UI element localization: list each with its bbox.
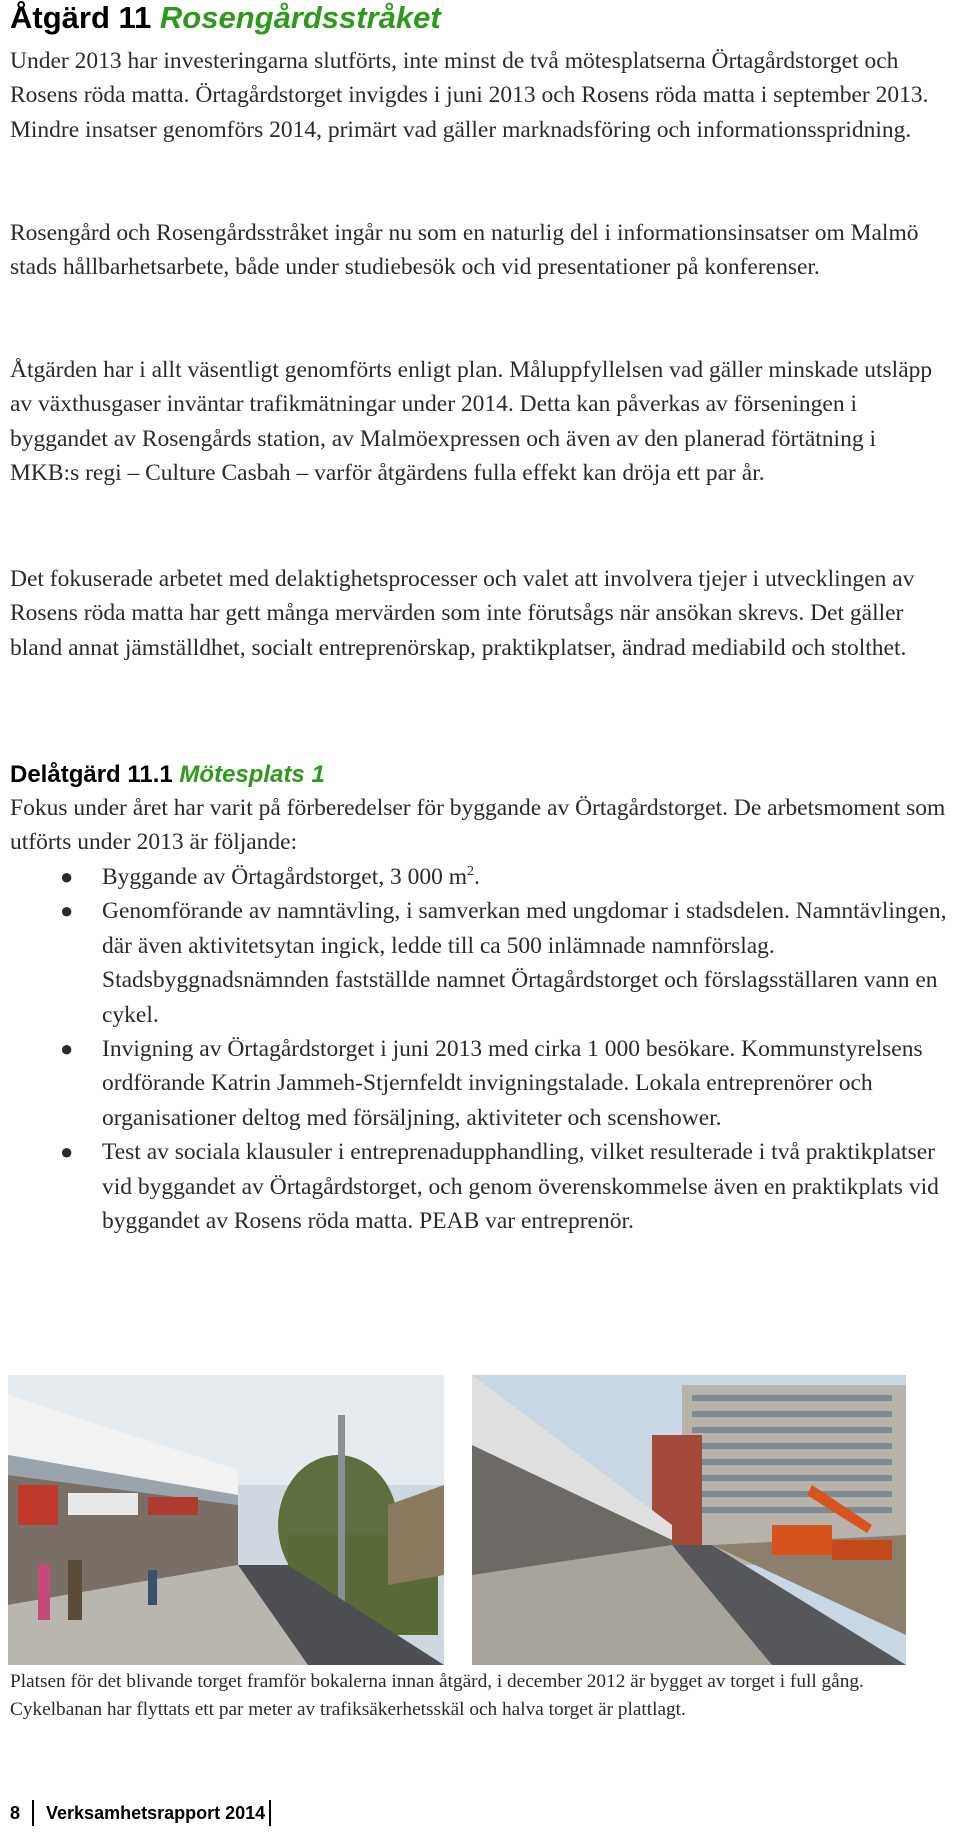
photo-caption: Platsen för det blivande torget framför bokalerna innan åtgärd, i december 2012 är bygget av torget i full gång. Cykelbanan har flyttats ett par meter av trafiksäkerhetsskäl och halva torget är plattlagt.: [10, 1671, 864, 1720]
superscript: 2: [467, 864, 475, 880]
subheading-highlight: Mötesplats 1: [179, 761, 325, 788]
bullet-icon: ●: [60, 1139, 74, 1165]
report-title: Verksamhetsrapport 2014: [46, 1802, 266, 1823]
heading-highlight: Rosengårdsstråket: [159, 0, 441, 35]
page-number: 8: [10, 1802, 21, 1823]
intro-paragraph: Fokus under året har varit på förberedelser för byggande av Örtagårdstorget. De arbetsmoment som utförts under 2013 är följande:: [10, 795, 946, 856]
paragraph-1: Under 2013 har investeringarna slutförts, inte minst de två mötesplatserna Örtagårdstorget och Rosens röda matta. Örtagårdstorget invigdes i juni 2013 och Rosens röda matta i september 2013. Mindre insatser genomförs 2014, primärt vad gäller marknadsföring och informationsspridning.: [10, 48, 929, 143]
page-heading: [10, 0, 441, 36]
paragraph-4: Det fokuserade arbetet med delaktighetsprocesser och valet att involvera tjejer i utvecklingen av Rosens röda matta har gett många mervärden som inte förutsågs när ansökan skrevs. Det gäller bland annat jämställdhet, socialt entreprenörskap, praktikplatser, ändrad mediabild och stolthet.: [10, 566, 915, 661]
photo-before: [8, 1375, 444, 1665]
subheading: [10, 761, 325, 789]
photo-construction: [472, 1375, 906, 1665]
bullet-icon: ●: [60, 864, 74, 889]
footer-divider: [269, 1800, 271, 1826]
footer-divider: [32, 1800, 34, 1826]
bullet-icon: ●: [60, 1036, 74, 1062]
paragraph-2: Rosengård och Rosengårdsstråket ingår nu som en naturlig del i informationsinsatser om Malmö stads hållbarhetsarbete, både under studiebesök och vid presentationer på konferenser.: [10, 220, 919, 281]
task-list: [0, 860, 960, 1238]
list-item-text: Invigning av Örtagårdstorget i juni 2013 med cirka 1 000 besökare. Kommunstyrelsens ordförande Katrin Jammeh-Stjernfeldt invigningstalade. Lokala entreprenörer och organisationer deltog med försäljning, aktiviteter och scenshower.: [102, 1036, 923, 1131]
page-footer: [10, 1800, 271, 1826]
list-item-text: Genomförande av namntävling, i samverkan med ungdomar i stadsdelen. Namntävlingen, där även aktivitetsytan ingick, ledde till ca 500 inlämnade namnförslag. Stadsbyggnadsnämnden fastställde namnet Örtagårdstorget och förslagsställaren vann en cykel.: [102, 898, 947, 1028]
list-item: [0, 1032, 960, 1135]
bullet-icon: ●: [60, 898, 74, 924]
list-item-text: Byggande av Örtagårdstorget, 3 000 m: [102, 864, 468, 890]
list-item-text: Test av sociala klausuler i entreprenadupphandling, vilket resulterade i två praktikplatser vid byggandet av Örtagårdstorget, och genom överenskommelse även en praktikplats vid byggandet av Rosens röda matta. PEAB var entreprenör.: [102, 1139, 939, 1235]
subheading-prefix: Delåtgärd 11.1: [10, 761, 180, 788]
list-item: [0, 1135, 960, 1238]
heading-prefix: Åtgärd 11: [10, 0, 160, 35]
list-item: [0, 894, 960, 1032]
paragraph-3: Åtgärden har i allt väsentligt genomförts enligt plan. Måluppfyllelsen vad gäller minskade utsläpp av växthusgaser inväntar trafikmätningar under 2014. Detta kan påverkas av förseningen i byggandet av Rosengårds station, av Malmöexpressen och även av den planerad förtätning i MKB:s regi – Culture Casbah – varför åtgärdens fulla effekt kan dröja ett par år.: [10, 357, 933, 487]
list-item: [0, 860, 960, 894]
list-item-tail: .: [474, 864, 480, 890]
